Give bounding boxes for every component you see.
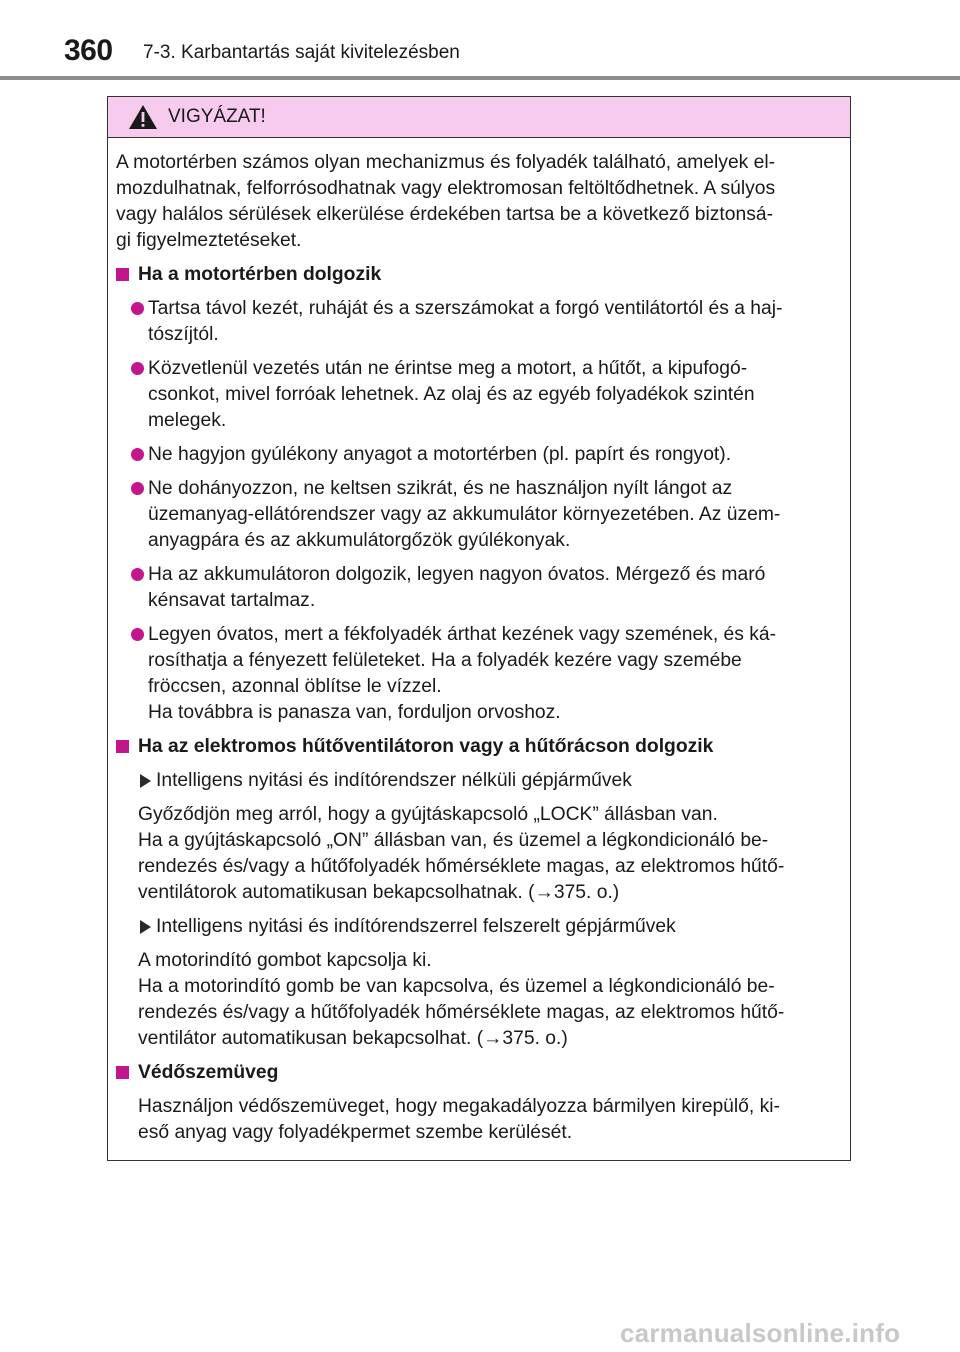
text-line: Ne dohányozzon, ne keltsen szikrát, és ne használjon nyílt lángot az	[148, 478, 733, 499]
text-line: üzemanyag-ellátórendszer vagy az akkumulátor környezetében. Az üzem-	[148, 504, 781, 525]
circle-bullet-icon	[131, 482, 144, 495]
list-item	[116, 622, 840, 726]
text-line: Legyen óvatos, mert a fékfolyadék árthat kezének vagy szemének, és ká-	[148, 624, 777, 645]
section-heading-text: Ha az elektromos hűtőventilátoron vagy a hűtőrácson dolgozik	[138, 736, 714, 757]
text-line: ventilátor automatikusan bekapcsolhat. (→375. o.)	[138, 1028, 568, 1049]
list-item	[116, 562, 840, 614]
subsection-heading	[116, 768, 840, 794]
circle-bullet-icon	[131, 628, 144, 641]
text-line: Győződjön meg arról, hogy a gyújtáskapcsoló „LOCK” állásban van.	[138, 804, 718, 825]
text-line: tószíjtól.	[148, 324, 219, 345]
text-line: eső anyag vagy folyadékpermet szembe kerülését.	[138, 1122, 573, 1143]
square-bullet-icon	[116, 268, 129, 281]
text-line: ventilátorok automatikusan bekapcsolhatnak. (→375. o.)	[138, 882, 620, 903]
subsection-text	[116, 948, 840, 1052]
text-line: Ne hagyjon gyúlékony anyagot a motortérben (pl. papírt és rongyot).	[148, 444, 732, 465]
text-line: Ha továbbra is panasza van, forduljon orvoshoz.	[148, 702, 561, 723]
text-line: melegek.	[148, 410, 227, 431]
intro-paragraph	[116, 150, 840, 254]
section-text	[116, 1094, 840, 1146]
text-line: Tartsa távol kezét, ruháját és a szerszámokat a forgó ventilátortól és a haj-	[148, 298, 783, 319]
subsection-heading-text: Intelligens nyitási és indítórendszerrel felszerelt gépjárművek	[156, 916, 676, 937]
text-line: A motortérben számos olyan mechanizmus és folyadék található, amelyek el-	[116, 152, 776, 173]
list-item	[116, 356, 840, 434]
section-heading-text: Ha a motortérben dolgozik	[138, 264, 382, 285]
section-heading	[116, 1060, 840, 1086]
section-heading	[116, 734, 840, 760]
text-line: Közvetlenül vezetés után ne érintse meg a motort, a hűtőt, a kipufogó-	[148, 358, 748, 379]
circle-bullet-icon	[131, 302, 144, 315]
text-line: Ha a gyújtáskapcsoló „ON” állásban van, és üzemel a légkondicionáló be-	[138, 830, 769, 851]
list-item	[116, 476, 840, 554]
list-item	[116, 442, 840, 468]
page-header	[0, 0, 960, 80]
section-heading-text: Védőszemüveg	[138, 1062, 279, 1083]
triangle-right-icon	[140, 774, 151, 788]
list-item	[116, 296, 840, 348]
warning-body	[108, 138, 850, 1160]
subsection-heading	[116, 914, 840, 940]
square-bullet-icon	[116, 1066, 129, 1079]
text-line: kénsavat tartalmaz.	[148, 590, 316, 611]
circle-bullet-icon	[131, 362, 144, 375]
chapter-title: 7-3. Karbantartás saját kivitelezésben	[143, 42, 460, 63]
text-line: Ha a motorindító gomb be van kapcsolva, és üzemel a légkondicionáló be-	[138, 976, 775, 997]
text-line: mozdulhatnak, felforrósodhatnak vagy elektromosan feltöltődhetnek. A súlyos	[116, 178, 776, 199]
text-line: csonkot, mivel forróak lehetnek. Az olaj és az egyéb folyadékok szintén	[148, 384, 755, 405]
text-line: fröccsen, azonnal öblítse le vízzel.	[148, 676, 442, 697]
page-number: 360	[64, 34, 113, 67]
watermark: carmanualsonline.info	[620, 1318, 901, 1348]
square-bullet-icon	[116, 740, 129, 753]
triangle-right-icon	[140, 920, 151, 934]
text-line: rendezés és/vagy a hűtőfolyadék hőmérséklete magas, az elektromos hűtő-	[138, 856, 785, 877]
subsection-text	[116, 802, 840, 906]
text-line: Használjon védőszemüveget, hogy megakadályozza bármilyen kirepülő, ki-	[138, 1096, 780, 1117]
circle-bullet-icon	[131, 448, 144, 461]
text-line: anyagpára és az akkumulátorgőzök gyúlékonyak.	[148, 530, 571, 551]
text-line: rendezés és/vagy a hűtőfolyadék hőmérséklete magas, az elektromos hűtő-	[138, 1002, 785, 1023]
warning-box	[107, 96, 851, 1161]
text-line: vagy halálos sérülések elkerülése érdekében tartsa be a következő biztonsá-	[116, 204, 774, 225]
subsection-heading-text: Intelligens nyitási és indítórendszer nélküli gépjárművek	[156, 770, 632, 791]
text-line: A motorindító gombot kapcsolja ki.	[138, 950, 432, 971]
circle-bullet-icon	[131, 568, 144, 581]
text-line: gi figyelmeztetéseket.	[116, 230, 302, 251]
section-heading	[116, 262, 840, 288]
warning-triangle-icon	[128, 104, 158, 130]
text-line: rosíthatja a fényezett felületeket. Ha a folyadék kezére vagy szemébe	[148, 650, 742, 671]
text-line: Ha az akkumulátoron dolgozik, legyen nagyon óvatos. Mérgező és maró	[148, 564, 766, 585]
warning-title: VIGYÁZAT!	[168, 106, 266, 127]
header-rule	[0, 76, 960, 80]
warning-header	[108, 97, 850, 138]
